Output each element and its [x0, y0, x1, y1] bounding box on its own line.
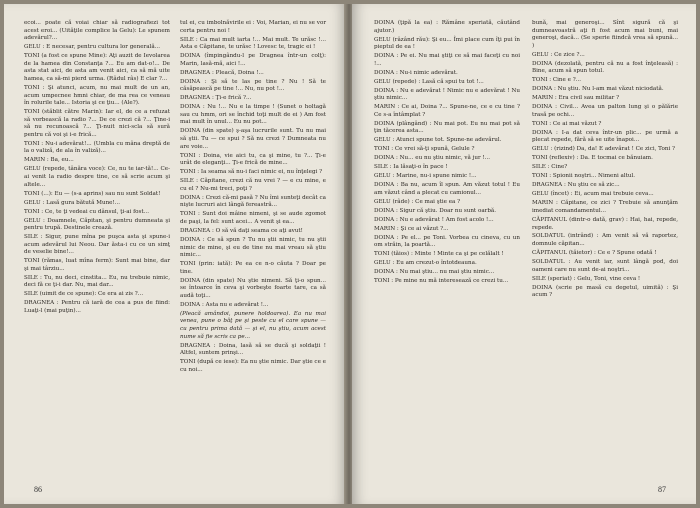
- text-paragraph: GELU : Ce zice ?...: [532, 51, 585, 58]
- text-paragraph: TONI (a fost ce spune Mine): Aţi auzit de Ievolarea de la hamea din Constanţa ?... Eu am dat-o!... De asta stat aici, de asta am venit aici, ca să mă uite hamea, ca să-mi pierd urma. (Râdul râs) E clar ?...: [24, 53, 170, 82]
- text-paragraph: MARIN : Şi ce ai văzut ?...: [374, 225, 449, 232]
- text-paragraph: TONI (stăblit către Marin): Iar el, de ce a refuzat să vorbească la radio ?... De ce crezi că ?... Ţine-i să nu recunoască ?... Ţi-nuit nici-scla să sură pentru că voi şi i-e frică...: [24, 109, 170, 138]
- text-paragraph: GELU : Doamnele, Căpitan, şi pentru dumneata şi pentru trupă. Destinele crează.: [24, 217, 170, 232]
- text-paragraph: TONI (prin: iată): Pe ea ce n-o căuta ? Doar pe tine.: [180, 261, 326, 275]
- text-paragraph: DOINA : Nu-i nimic adevărat.: [374, 69, 458, 76]
- text-paragraph: DOINA : Pe ei. Nu mai ştiţi ce să mai faceţi cu noi !...: [374, 53, 520, 67]
- text-paragraph: GELU : Lasă gura bătută Mune!...: [24, 199, 121, 206]
- text-paragraph: TONI (reflexiv) : Da. E tocmai ce bănuiam.: [532, 155, 653, 162]
- text-paragraph: GELU : (rizind) Da, da! E adevărat ! Ce zici, Toni ?: [532, 146, 676, 153]
- text-paragraph: TONI : Ia seama să nu-i faci nimic ei, nu înţelegi ?: [180, 169, 323, 176]
- text-paragraph: CĂPITANUL (tăietor) : Ce e ? Spune odată !: [532, 250, 657, 257]
- text-paragraph: SILE : Căpitane, crezi că nu vrei ? — e cu mine, e cu el ? Nu-mi treci, poţi ?: [180, 178, 326, 192]
- right-page: [352, 4, 696, 504]
- text-paragraph: TONI (după ce iese): Ea nu ştie nimic. Dar ştie ce e cu noi...: [180, 359, 326, 373]
- text-paragraph: DOINA : Nu... eu nu ştiu nimic, vă jur !...: [374, 155, 491, 162]
- text-paragraph: tul ei, cu imbolnăvirile ei : Voi, Marian, ei nu se vor certa pentru noi !: [180, 20, 326, 34]
- right-page-column-2: [532, 20, 678, 301]
- text-paragraph: DOINA : Nu mai ştiu... nu mai ştiu nimic...: [374, 269, 495, 276]
- text-paragraph: MARIN : Ba, eu...: [24, 157, 74, 164]
- text-paragraph: DRAGNEA : Pleacă, Doina !...: [180, 69, 264, 76]
- text-paragraph: SILE (speriat) : Gelu, Toni, vine ceva !: [532, 275, 641, 282]
- text-paragraph: DOINA : Şi să te las pe tine ? Nu ! Să te căsăpească pe tine !... Nu, nu pot !...: [180, 78, 326, 93]
- text-paragraph: DOINA : I-a dat ceva într-un plic... pe urmă a plecat repede, fără să se uite înapoi...: [532, 129, 678, 144]
- text-paragraph: GELU : Marine, nu-i spune nimic !...: [374, 173, 477, 180]
- text-paragraph: ecoi... poate că voiai chiar să radiografiezi tot acest eroi... (Uităţile complice la Gelu): Le spunem adevărul?...: [24, 20, 170, 42]
- text-paragraph: DOINA (din spate) Nu ştie nimeni. Să ţi-o spun... se întoarce în ceva şi vorbeşte foarte tare, ca să audă toţi...: [180, 277, 326, 299]
- text-paragraph: DOINA : Ce să spun ? Tu nu ştii nimic, tu nu ştii nimic de mine, şi eu de tine nu mai vreau să ştiu nimic...: [180, 236, 326, 259]
- text-paragraph: DOINA : Pe el... pe Toni. Vorbea cu cineva, cu un om străin, la poartă...: [374, 234, 520, 249]
- text-paragraph: TONI : Spionii noştri... Nimeni altul.: [532, 173, 636, 180]
- text-paragraph: TONI : Cine e ?...: [532, 77, 582, 84]
- page-number-right: 87: [658, 485, 666, 494]
- left-page: [4, 4, 346, 504]
- text-paragraph: TONI (tăios) : Minte ! Minte ca şi pe celălalt !: [374, 251, 504, 258]
- text-paragraph: DOINA : Asta nu e adevărat !...: [180, 301, 269, 308]
- text-paragraph: DOINA : Nu ştiu. Nu l-am mai văzut niciodată.: [532, 86, 664, 93]
- text-paragraph: TONI (rămas, luat mîna ferm): Sunt mai bine, dar şi mai târziu...: [24, 258, 170, 272]
- text-paragraph: TONI : Ce vrei să-ţi spună, Gelule ?: [374, 146, 475, 153]
- text-paragraph: DOINA : Sigur că ştiu. Doar nu sunt oarbă.: [374, 207, 497, 214]
- text-paragraph: SILE (uimit de ce spune): Ce era ai zis ?...: [24, 291, 144, 298]
- text-paragraph: MARIN : Căpitane, ce zici ? Trebuie să anunţăm imediat comandamentul...: [532, 200, 678, 214]
- text-paragraph: TONI : Ce, te ţi vedeai cu dânsul, ţi-ai fost...: [24, 208, 149, 215]
- text-paragraph: DOINA : Nu !... Nu e la timpe ! (Sunet o holtagă sau cu hmm, ori se închid toţi mult de ei ) Am fost mai mult în unul... Eu nu pot...: [180, 104, 326, 126]
- text-paragraph: SOLDATUL (intrând) : Am venit să vă raportez, domnule căpitan...: [532, 233, 678, 248]
- text-paragraph: DOINA : Crezi că-mi pasă ? Nu îmi sunteţi decât ca nişte lucruri aici lângă fereastră...: [180, 194, 326, 209]
- text-paragraph: DOINA : Civil... Avea un palton lung şi o pălărie trasă pe ochi...: [532, 104, 678, 118]
- text-paragraph: DRAGNEA : Doina, lasă să se ducă şi soldaţii ! Altfel, suntem prinşi...: [180, 342, 326, 357]
- text-paragraph: DRAGNEA : Ţi-e frică ?...: [180, 95, 252, 102]
- text-paragraph: SILE : Ia lăsaţi-o în pace !: [374, 164, 448, 171]
- text-paragraph: GELU : E necesar, pentru cultura lor generală...: [24, 44, 160, 51]
- text-paragraph: TONI : Pe mine nu mă interesează ce crezi tu...: [374, 278, 509, 285]
- text-paragraph: DOINA (împingându-l pe Dragnea într-un colţ): Marin, lasă-mă, aici !...: [180, 53, 326, 67]
- text-paragraph: TONI : Ce ai mai văzut ?: [532, 120, 602, 127]
- text-paragraph: DRAGNEA : O să vă daţi seama ce aţi avut!: [180, 227, 303, 234]
- text-paragraph: DOINA (plângând) : Nu mai pot. Eu nu mai pot să ţin tăcerea asta...: [374, 120, 520, 135]
- text-paragraph: DOINA : Nu e adevărat ! Am fost acolo !...: [374, 216, 494, 223]
- text-paragraph: bună, mai generoşi... Sînt sigură că şi dumneavoastră aţi fi fost acum mai buni, mai generoşi, dacă... (Se sperie fiindcă vrea să spună... ): [532, 20, 678, 49]
- text-paragraph: DOINA (ţipă la ea) : Rămâne speriată, căutând ajutor.): [374, 20, 520, 34]
- text-paragraph: MARIN : Era civil sau militar ?: [532, 95, 620, 102]
- text-paragraph: GELU : Eu am crezut-o întotdeauna.: [374, 260, 477, 267]
- text-paragraph: SILE : Sigur, pune mîna pe puşca asta şi spune-i acum adevărul lui Neou. Dar ăsta-i cu ce un simţ de veselie bine!...: [24, 234, 170, 256]
- text-paragraph: DOINA (din spate) ş-aşa lucrurile sunt. Tu nu mai să ştii. Tu — ce spui ? Să nu crezi ? Dumneata nu are voie...: [180, 128, 326, 150]
- text-paragraph: TONI : Sunt doi mâine nimeni, şi se aude zgomot de paşi, la fel: sunt acei... A venit şi ea...: [180, 211, 326, 225]
- text-paragraph: SILE : Ca mai mult iarta !... Mai mult. Te urăsc !... Asta e Căpitane, te urăsc ! Lovesc te, tragic ei !: [180, 36, 326, 51]
- text-paragraph: DOINA (dezolată, pentru că nu a fost înţeleasă) : Bine, acum să spun totul.: [532, 60, 678, 75]
- text-paragraph: DOINA (scrie pe masă cu degetul, uimită) : Şi acum ?: [532, 284, 678, 299]
- text-paragraph: GELU (repede, tânăra voce): Ce, nu te iar-tă!... Ce-ai venit la radio despre tine, ce să scrie acum şi altele...: [24, 166, 170, 188]
- text-paragraph: GELU : Atunci spune tot. Spune-ne adevărul.: [374, 137, 502, 144]
- page-number-left: 86: [34, 485, 42, 494]
- text-paragraph: CĂPITANUL (dintr-o dată, grav) : Hai, hai, repede, repede.: [532, 216, 678, 231]
- text-paragraph: TONI (...): Eu — (s-a aprins) sau nu sunt Soldat!: [24, 190, 161, 197]
- text-paragraph: SILE : Tu, nu deci, cinstita... Eu, nu trebuie nimic, deci fă ce ţi-i dar. Nu, mai dar...: [24, 274, 170, 289]
- stage-direction: (Pleacă amândoi, punere holdoarea). Ea nu mai venea, pune o băţ pe şi peste cu el care spune — cu pentru prima dată — şi el, nu ştiu, acum acest nume să fie scris ca pe...: [180, 310, 326, 340]
- text-paragraph: SILE : Cine?: [532, 164, 568, 171]
- text-paragraph: GELU (râzând rău): Şi eu... Îmi place cum îţi pui în pieptul de ea !: [374, 36, 520, 51]
- text-paragraph: DRAGNEA : Pentru că iară de cea a pus de fiind: Luaţi-l (mai puţin)...: [24, 300, 170, 315]
- left-page-column-2: [180, 20, 326, 376]
- text-paragraph: GELU (râde) : Ce mai ştie ea ?: [374, 198, 461, 205]
- text-paragraph: GELU (repede) : Lasă că spui tu tot !...: [374, 78, 484, 85]
- left-page-column-1: [24, 20, 170, 317]
- right-page-column-1: [374, 20, 520, 287]
- text-paragraph: GELU (încet) : Ei, acum mai trebuie ceva...: [532, 191, 654, 198]
- text-paragraph: TONI : Şi atunci, acum, nu mai mult de un an, acum umpecnee hmni chiar, de ma rea ce veneau în rolurile tale... Istoria şi ce ţiu... (Ale?).: [24, 84, 170, 107]
- text-paragraph: TONI : Doina, vie aici tu, ca şi mine, tu ?... Ţi-e urât de eleganţi... Ţi-e frică de mine...: [180, 152, 326, 167]
- text-paragraph: TONI : Nu-i adevărat!... (Umbla cu mâna dreptă de la o valiză, de ala în valiză)...: [24, 140, 170, 155]
- text-paragraph: DOINA : Ba nu, acum îl spun. Am văzut totul ! Eu am văzut când a plecat cu camionul...: [374, 182, 520, 196]
- text-paragraph: MARIN : Ce ai, Doina ?... Spune-ne, ce e cu tine ? Ce s-a întâmplat ?: [374, 104, 520, 118]
- text-paragraph: DRAGNEA : Nu ştiu ce să zic...: [532, 182, 620, 189]
- text-paragraph: DOINA : Nu e adevărat ! Nimic nu e adevărat ! Nu ştiu nimic...: [374, 87, 520, 102]
- text-paragraph: SOLDATUL : Au venit iar, sunt lângă pod, doi oameni care nu sunt de-ai noştri...: [532, 259, 678, 273]
